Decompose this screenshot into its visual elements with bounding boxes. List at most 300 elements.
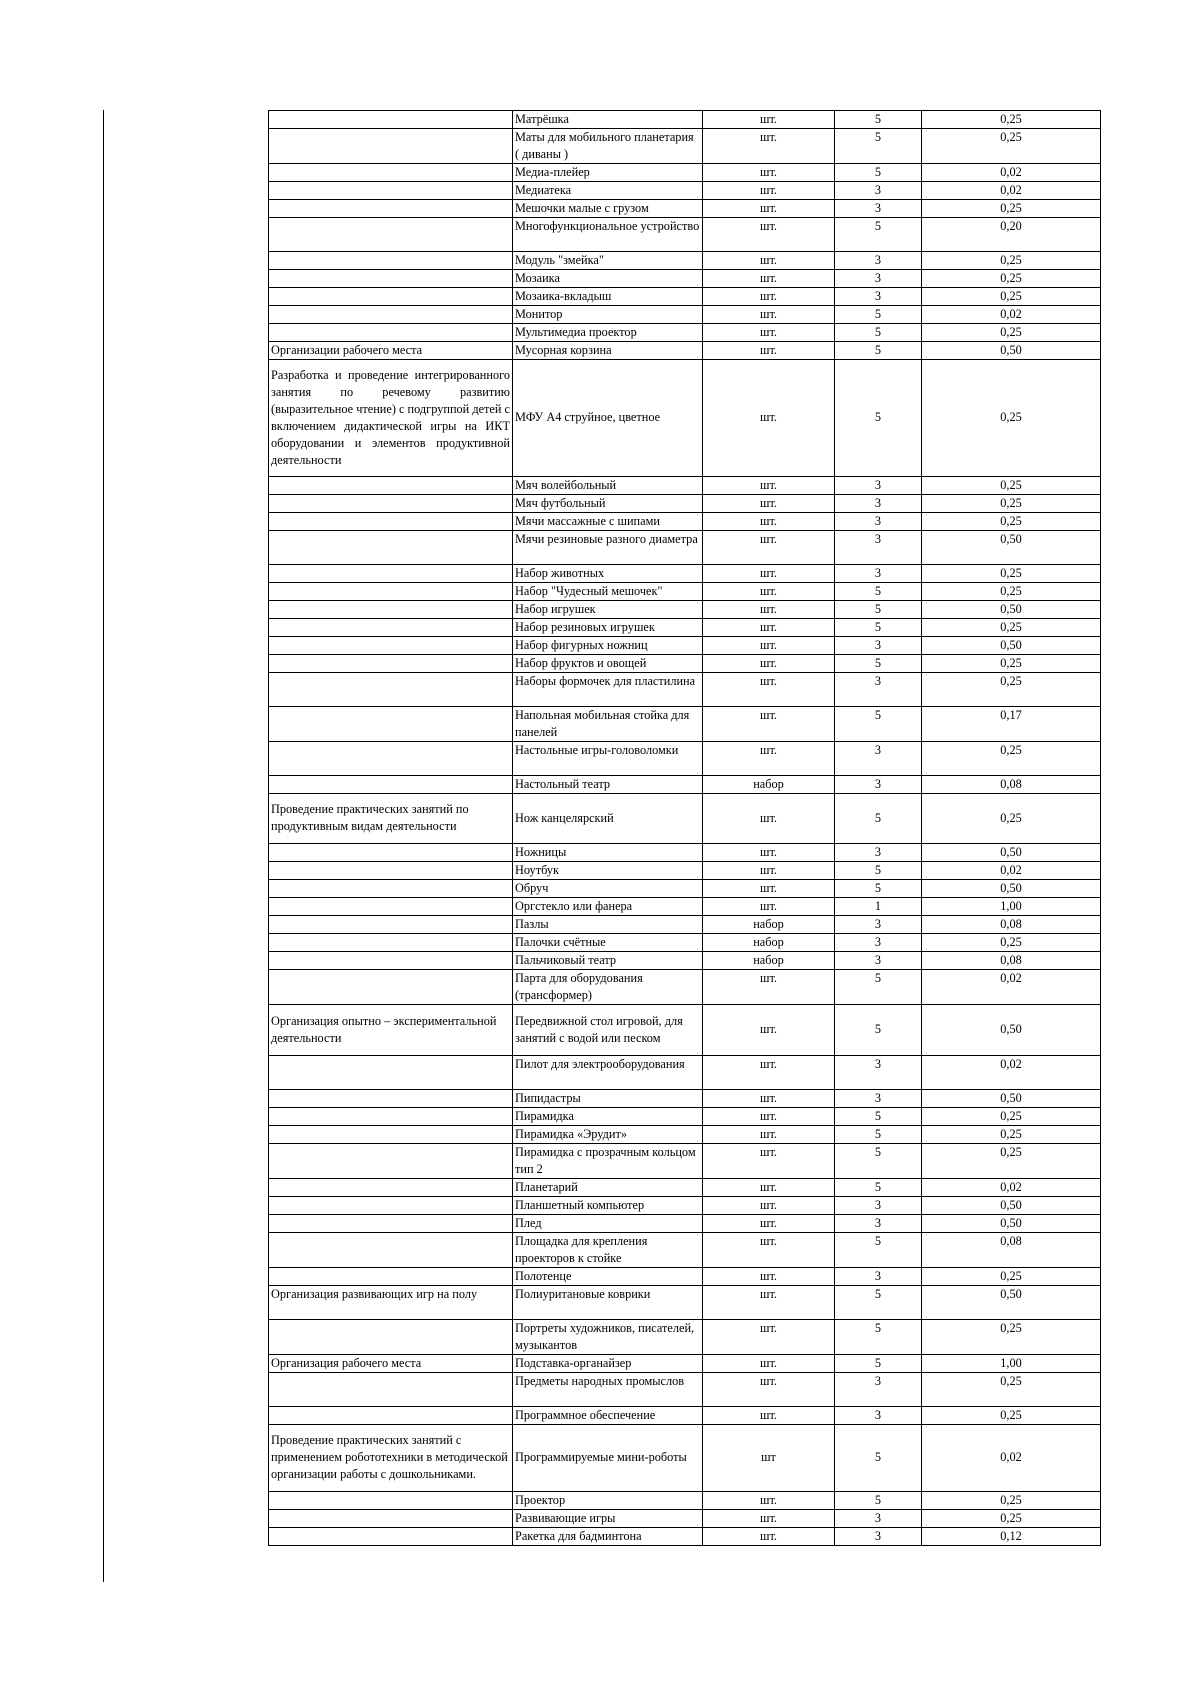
coefficient-cell: 0,25 bbox=[922, 512, 1101, 530]
table-row bbox=[269, 200, 1101, 218]
unit-cell: шт. bbox=[703, 1491, 835, 1509]
quantity-cell: 3 bbox=[835, 916, 922, 934]
table-row bbox=[269, 129, 1101, 164]
coefficient-cell: 1,00 bbox=[922, 1354, 1101, 1372]
table-row bbox=[269, 654, 1101, 672]
unit-cell: шт. bbox=[703, 129, 835, 164]
coefficient-cell: 0,25 bbox=[922, 741, 1101, 775]
purpose-cell bbox=[269, 1491, 513, 1509]
purpose-cell bbox=[269, 182, 513, 200]
purpose-cell bbox=[269, 129, 513, 164]
coefficient-cell: 0,25 bbox=[922, 1406, 1101, 1424]
unit-cell: шт. bbox=[703, 164, 835, 182]
unit-cell: шт. bbox=[703, 342, 835, 360]
purpose-cell bbox=[269, 952, 513, 970]
quantity-cell: 5 bbox=[835, 1424, 922, 1491]
coefficient-cell: 0,08 bbox=[922, 952, 1101, 970]
item-name-cell: Монитор bbox=[513, 306, 703, 324]
quantity-cell: 5 bbox=[835, 1005, 922, 1056]
item-name-cell: Ножницы bbox=[513, 844, 703, 862]
unit-cell: набор bbox=[703, 775, 835, 793]
table-row bbox=[269, 288, 1101, 306]
coefficient-cell: 0,08 bbox=[922, 916, 1101, 934]
unit-cell: шт. bbox=[703, 288, 835, 306]
quantity-cell: 3 bbox=[835, 1527, 922, 1545]
purpose-cell bbox=[269, 1372, 513, 1406]
coefficient-cell: 0,25 bbox=[922, 494, 1101, 512]
table-row bbox=[269, 741, 1101, 775]
item-name-cell: Мозаика-вкладыш bbox=[513, 288, 703, 306]
table-row bbox=[269, 1107, 1101, 1125]
coefficient-cell: 0,25 bbox=[922, 1372, 1101, 1406]
table-row bbox=[269, 1125, 1101, 1143]
coefficient-cell: 0,50 bbox=[922, 342, 1101, 360]
unit-cell: шт. bbox=[703, 494, 835, 512]
coefficient-cell: 0,25 bbox=[922, 252, 1101, 270]
equipment-table bbox=[268, 110, 1101, 1546]
item-name-cell: Настольный театр bbox=[513, 775, 703, 793]
quantity-cell: 3 bbox=[835, 1406, 922, 1424]
coefficient-cell: 0,25 bbox=[922, 324, 1101, 342]
purpose-cell bbox=[269, 636, 513, 654]
coefficient-cell: 0,17 bbox=[922, 706, 1101, 741]
purpose-cell: Организация рабочего места bbox=[269, 1354, 513, 1372]
unit-cell: набор bbox=[703, 916, 835, 934]
item-name-cell: Площадка для крепления проекторов к стойке bbox=[513, 1232, 703, 1267]
coefficient-cell: 0,25 bbox=[922, 1509, 1101, 1527]
quantity-cell: 5 bbox=[835, 1319, 922, 1354]
quantity-cell: 3 bbox=[835, 1509, 922, 1527]
item-name-cell: Пазлы bbox=[513, 916, 703, 934]
purpose-cell bbox=[269, 1178, 513, 1196]
coefficient-cell: 0,25 bbox=[922, 1267, 1101, 1285]
quantity-cell: 5 bbox=[835, 1178, 922, 1196]
purpose-cell bbox=[269, 1055, 513, 1089]
unit-cell: шт. bbox=[703, 1178, 835, 1196]
purpose-cell bbox=[269, 916, 513, 934]
item-name-cell: Мяч волейбольный bbox=[513, 476, 703, 494]
purpose-cell bbox=[269, 1527, 513, 1545]
table-row bbox=[269, 512, 1101, 530]
purpose-cell: Организации рабочего места bbox=[269, 342, 513, 360]
unit-cell: шт. bbox=[703, 1143, 835, 1178]
unit-cell: шт. bbox=[703, 793, 835, 844]
item-name-cell: Мусорная корзина bbox=[513, 342, 703, 360]
unit-cell: шт. bbox=[703, 1319, 835, 1354]
quantity-cell: 5 bbox=[835, 1354, 922, 1372]
item-name-cell: Программируемые мини-роботы bbox=[513, 1424, 703, 1491]
quantity-cell: 3 bbox=[835, 1267, 922, 1285]
coefficient-cell: 0,50 bbox=[922, 1005, 1101, 1056]
table-row bbox=[269, 1372, 1101, 1406]
table-row bbox=[269, 636, 1101, 654]
table-row bbox=[269, 111, 1101, 129]
coefficient-cell: 0,02 bbox=[922, 306, 1101, 324]
table-row bbox=[269, 1354, 1101, 1372]
table-row bbox=[269, 530, 1101, 564]
table-row bbox=[269, 898, 1101, 916]
unit-cell: шт. bbox=[703, 1232, 835, 1267]
purpose-cell bbox=[269, 1319, 513, 1354]
quantity-cell: 5 bbox=[835, 880, 922, 898]
quantity-cell: 3 bbox=[835, 1214, 922, 1232]
unit-cell: шт. bbox=[703, 200, 835, 218]
quantity-cell: 5 bbox=[835, 970, 922, 1005]
item-name-cell: Набор резиновых игрушек bbox=[513, 618, 703, 636]
table-row bbox=[269, 1214, 1101, 1232]
unit-cell: шт. bbox=[703, 898, 835, 916]
coefficient-cell: 0,50 bbox=[922, 1214, 1101, 1232]
purpose-cell bbox=[269, 1196, 513, 1214]
table-row bbox=[269, 672, 1101, 706]
coefficient-cell: 0,25 bbox=[922, 793, 1101, 844]
unit-cell: шт. bbox=[703, 862, 835, 880]
table-row bbox=[269, 775, 1101, 793]
coefficient-cell: 0,50 bbox=[922, 1196, 1101, 1214]
quantity-cell: 3 bbox=[835, 530, 922, 564]
item-name-cell: Нож канцелярский bbox=[513, 793, 703, 844]
table-row bbox=[269, 970, 1101, 1005]
item-name-cell: Многофункциональное устройство bbox=[513, 218, 703, 252]
coefficient-cell: 0,25 bbox=[922, 360, 1101, 477]
item-name-cell: Набор животных bbox=[513, 564, 703, 582]
item-name-cell: Пальчиковый театр bbox=[513, 952, 703, 970]
table-row bbox=[269, 1527, 1101, 1545]
quantity-cell: 3 bbox=[835, 934, 922, 952]
unit-cell: шт. bbox=[703, 1196, 835, 1214]
item-name-cell: Медиатека bbox=[513, 182, 703, 200]
quantity-cell: 5 bbox=[835, 324, 922, 342]
coefficient-cell: 0,25 bbox=[922, 1125, 1101, 1143]
coefficient-cell: 0,25 bbox=[922, 476, 1101, 494]
purpose-cell bbox=[269, 654, 513, 672]
purpose-cell bbox=[269, 880, 513, 898]
unit-cell: набор bbox=[703, 952, 835, 970]
purpose-cell bbox=[269, 1089, 513, 1107]
purpose-cell bbox=[269, 618, 513, 636]
quantity-cell: 5 bbox=[835, 129, 922, 164]
unit-cell: шт. bbox=[703, 111, 835, 129]
unit-cell: шт. bbox=[703, 741, 835, 775]
purpose-cell bbox=[269, 844, 513, 862]
table-row bbox=[269, 1143, 1101, 1178]
item-name-cell: Парта для оборудования (трансформер) bbox=[513, 970, 703, 1005]
purpose-cell bbox=[269, 270, 513, 288]
quantity-cell: 5 bbox=[835, 600, 922, 618]
table-row bbox=[269, 494, 1101, 512]
coefficient-cell: 0,12 bbox=[922, 1527, 1101, 1545]
coefficient-cell: 0,02 bbox=[922, 164, 1101, 182]
quantity-cell: 3 bbox=[835, 1089, 922, 1107]
unit-cell: шт. bbox=[703, 880, 835, 898]
table-row bbox=[269, 182, 1101, 200]
coefficient-cell: 0,50 bbox=[922, 844, 1101, 862]
quantity-cell: 5 bbox=[835, 1125, 922, 1143]
item-name-cell: Полотенце bbox=[513, 1267, 703, 1285]
unit-cell: шт. bbox=[703, 1527, 835, 1545]
coefficient-cell: 0,25 bbox=[922, 129, 1101, 164]
quantity-cell: 3 bbox=[835, 564, 922, 582]
left-margin-line bbox=[103, 110, 104, 1582]
purpose-cell bbox=[269, 1143, 513, 1178]
coefficient-cell: 0,08 bbox=[922, 775, 1101, 793]
purpose-cell bbox=[269, 898, 513, 916]
coefficient-cell: 0,25 bbox=[922, 618, 1101, 636]
item-name-cell: Пипидастры bbox=[513, 1089, 703, 1107]
unit-cell: шт. bbox=[703, 324, 835, 342]
table-row bbox=[269, 342, 1101, 360]
purpose-cell bbox=[269, 741, 513, 775]
table-row bbox=[269, 1178, 1101, 1196]
table-row bbox=[269, 862, 1101, 880]
purpose-cell: Проведение практических занятий с применением робототехники в методической организации работы с дошкольниками. bbox=[269, 1424, 513, 1491]
table-row bbox=[269, 618, 1101, 636]
quantity-cell: 3 bbox=[835, 1055, 922, 1089]
item-name-cell: Набор фруктов и овощей bbox=[513, 654, 703, 672]
unit-cell: шт. bbox=[703, 270, 835, 288]
coefficient-cell: 0,25 bbox=[922, 582, 1101, 600]
coefficient-cell: 0,25 bbox=[922, 934, 1101, 952]
purpose-cell bbox=[269, 252, 513, 270]
item-name-cell: Настольные игры-головоломки bbox=[513, 741, 703, 775]
coefficient-cell: 0,50 bbox=[922, 880, 1101, 898]
item-name-cell: Матрёшка bbox=[513, 111, 703, 129]
quantity-cell: 5 bbox=[835, 360, 922, 477]
table-row bbox=[269, 270, 1101, 288]
item-name-cell: Передвижной стол игровой, для занятий с водой или песком bbox=[513, 1005, 703, 1056]
item-name-cell: Подставка-органайзер bbox=[513, 1354, 703, 1372]
unit-cell: шт. bbox=[703, 530, 835, 564]
unit-cell: шт. bbox=[703, 476, 835, 494]
coefficient-cell: 0,50 bbox=[922, 1089, 1101, 1107]
unit-cell: шт. bbox=[703, 1372, 835, 1406]
item-name-cell: Медиа-плейер bbox=[513, 164, 703, 182]
quantity-cell: 5 bbox=[835, 1285, 922, 1319]
unit-cell: шт. bbox=[703, 512, 835, 530]
table-row bbox=[269, 564, 1101, 582]
unit-cell: шт. bbox=[703, 600, 835, 618]
quantity-cell: 3 bbox=[835, 270, 922, 288]
table-row bbox=[269, 844, 1101, 862]
coefficient-cell: 0,25 bbox=[922, 270, 1101, 288]
purpose-cell bbox=[269, 1214, 513, 1232]
item-name-cell: Планетарий bbox=[513, 1178, 703, 1196]
item-name-cell: Пирамидка «Эрудит» bbox=[513, 1125, 703, 1143]
purpose-cell bbox=[269, 288, 513, 306]
item-name-cell: Набор игрушек bbox=[513, 600, 703, 618]
coefficient-cell: 0,25 bbox=[922, 1143, 1101, 1178]
quantity-cell: 5 bbox=[835, 862, 922, 880]
unit-cell: шт. bbox=[703, 1285, 835, 1319]
coefficient-cell: 0,25 bbox=[922, 288, 1101, 306]
item-name-cell: Мячи массажные с шипами bbox=[513, 512, 703, 530]
purpose-cell bbox=[269, 1107, 513, 1125]
purpose-cell bbox=[269, 1509, 513, 1527]
table-row bbox=[269, 706, 1101, 741]
coefficient-cell: 0,02 bbox=[922, 1055, 1101, 1089]
unit-cell: шт. bbox=[703, 1055, 835, 1089]
unit-cell: шт bbox=[703, 1424, 835, 1491]
table-row bbox=[269, 916, 1101, 934]
quantity-cell: 3 bbox=[835, 512, 922, 530]
quantity-cell: 5 bbox=[835, 1143, 922, 1178]
item-name-cell: Полиуритановые коврики bbox=[513, 1285, 703, 1319]
unit-cell: шт. bbox=[703, 844, 835, 862]
item-name-cell: Пирамидка с прозрачным кольцом тип 2 bbox=[513, 1143, 703, 1178]
coefficient-cell: 0,50 bbox=[922, 530, 1101, 564]
quantity-cell: 5 bbox=[835, 618, 922, 636]
purpose-cell bbox=[269, 306, 513, 324]
unit-cell: шт. bbox=[703, 182, 835, 200]
item-name-cell: Пирамидка bbox=[513, 1107, 703, 1125]
coefficient-cell: 0,25 bbox=[922, 111, 1101, 129]
table-row bbox=[269, 1424, 1101, 1491]
quantity-cell: 5 bbox=[835, 793, 922, 844]
quantity-cell: 5 bbox=[835, 582, 922, 600]
item-name-cell: Обруч bbox=[513, 880, 703, 898]
table-row bbox=[269, 1509, 1101, 1527]
table-row bbox=[269, 1196, 1101, 1214]
table-row bbox=[269, 1267, 1101, 1285]
unit-cell: шт. bbox=[703, 1214, 835, 1232]
purpose-cell bbox=[269, 200, 513, 218]
quantity-cell: 5 bbox=[835, 218, 922, 252]
item-name-cell: Напольная мобильная стойка для панелей bbox=[513, 706, 703, 741]
item-name-cell: Плед bbox=[513, 1214, 703, 1232]
item-name-cell: Портреты художников, писателей, музыкантов bbox=[513, 1319, 703, 1354]
quantity-cell: 3 bbox=[835, 741, 922, 775]
coefficient-cell: 0,25 bbox=[922, 1491, 1101, 1509]
purpose-cell bbox=[269, 672, 513, 706]
table-row bbox=[269, 600, 1101, 618]
purpose-cell bbox=[269, 218, 513, 252]
purpose-cell bbox=[269, 164, 513, 182]
item-name-cell: Программное обеспечение bbox=[513, 1406, 703, 1424]
table-row bbox=[269, 1055, 1101, 1089]
coefficient-cell: 0,50 bbox=[922, 1285, 1101, 1319]
purpose-cell bbox=[269, 1232, 513, 1267]
quantity-cell: 5 bbox=[835, 1232, 922, 1267]
item-name-cell: Набор "Чудесный мешочек" bbox=[513, 582, 703, 600]
purpose-cell bbox=[269, 111, 513, 129]
item-name-cell: Пилот для электрооборудования bbox=[513, 1055, 703, 1089]
coefficient-cell: 0,02 bbox=[922, 1424, 1101, 1491]
coefficient-cell: 0,08 bbox=[922, 1232, 1101, 1267]
quantity-cell: 3 bbox=[835, 288, 922, 306]
unit-cell: шт. bbox=[703, 672, 835, 706]
coefficient-cell: 0,02 bbox=[922, 182, 1101, 200]
quantity-cell: 5 bbox=[835, 164, 922, 182]
purpose-cell bbox=[269, 706, 513, 741]
coefficient-cell: 0,50 bbox=[922, 600, 1101, 618]
item-name-cell: МФУ А4 струйное, цветное bbox=[513, 360, 703, 477]
quantity-cell: 3 bbox=[835, 636, 922, 654]
unit-cell: шт. bbox=[703, 1125, 835, 1143]
coefficient-cell: 0,02 bbox=[922, 862, 1101, 880]
unit-cell: шт. bbox=[703, 1267, 835, 1285]
coefficient-cell: 0,25 bbox=[922, 564, 1101, 582]
coefficient-cell: 0,20 bbox=[922, 218, 1101, 252]
unit-cell: шт. bbox=[703, 582, 835, 600]
table-row bbox=[269, 218, 1101, 252]
table-row bbox=[269, 360, 1101, 477]
item-name-cell: Маты для мобильного планетария ( диваны ) bbox=[513, 129, 703, 164]
quantity-cell: 3 bbox=[835, 952, 922, 970]
quantity-cell: 5 bbox=[835, 1491, 922, 1509]
table-row bbox=[269, 1232, 1101, 1267]
unit-cell: шт. bbox=[703, 654, 835, 672]
unit-cell: шт. bbox=[703, 218, 835, 252]
quantity-cell: 3 bbox=[835, 1196, 922, 1214]
table-row bbox=[269, 1319, 1101, 1354]
item-name-cell: Мячи резиновые разного диаметра bbox=[513, 530, 703, 564]
table-row bbox=[269, 252, 1101, 270]
purpose-cell bbox=[269, 1406, 513, 1424]
coefficient-cell: 0,50 bbox=[922, 636, 1101, 654]
purpose-cell: Организация опытно – экспериментальной деятельности bbox=[269, 1005, 513, 1056]
coefficient-cell: 1,00 bbox=[922, 898, 1101, 916]
purpose-cell: Организация развивающих игр на полу bbox=[269, 1285, 513, 1319]
item-name-cell: Оргстекло или фанера bbox=[513, 898, 703, 916]
table-row bbox=[269, 306, 1101, 324]
purpose-cell bbox=[269, 1125, 513, 1143]
item-name-cell: Планшетный компьютер bbox=[513, 1196, 703, 1214]
table-row bbox=[269, 1005, 1101, 1056]
table-row bbox=[269, 1406, 1101, 1424]
table-row bbox=[269, 582, 1101, 600]
quantity-cell: 3 bbox=[835, 252, 922, 270]
item-name-cell: Набор фигурных ножниц bbox=[513, 636, 703, 654]
unit-cell: шт. bbox=[703, 636, 835, 654]
quantity-cell: 3 bbox=[835, 1372, 922, 1406]
quantity-cell: 5 bbox=[835, 342, 922, 360]
unit-cell: шт. bbox=[703, 706, 835, 741]
table-row bbox=[269, 1491, 1101, 1509]
purpose-cell bbox=[269, 600, 513, 618]
purpose-cell: Проведение практических занятий по продуктивным видам деятельности bbox=[269, 793, 513, 844]
quantity-cell: 3 bbox=[835, 672, 922, 706]
item-name-cell: Модуль "змейка" bbox=[513, 252, 703, 270]
unit-cell: шт. bbox=[703, 252, 835, 270]
table-row bbox=[269, 934, 1101, 952]
quantity-cell: 5 bbox=[835, 306, 922, 324]
coefficient-cell: 0,25 bbox=[922, 200, 1101, 218]
table-row bbox=[269, 880, 1101, 898]
purpose-cell bbox=[269, 324, 513, 342]
table-row bbox=[269, 1285, 1101, 1319]
coefficient-cell: 0,25 bbox=[922, 1319, 1101, 1354]
unit-cell: шт. bbox=[703, 618, 835, 636]
table-row bbox=[269, 1089, 1101, 1107]
coefficient-cell: 0,25 bbox=[922, 1107, 1101, 1125]
purpose-cell bbox=[269, 564, 513, 582]
purpose-cell: Разработка и проведение интегрированного занятия по речевому развитию (выразительное чтение) с подгруппой детей с включением дидактической игры на ИКТ оборудовании и элементов продуктивной деятельности bbox=[269, 360, 513, 477]
purpose-cell bbox=[269, 512, 513, 530]
quantity-cell: 3 bbox=[835, 182, 922, 200]
purpose-cell bbox=[269, 934, 513, 952]
unit-cell: шт. bbox=[703, 1354, 835, 1372]
item-name-cell: Мультимедиа проектор bbox=[513, 324, 703, 342]
purpose-cell bbox=[269, 582, 513, 600]
purpose-cell bbox=[269, 862, 513, 880]
unit-cell: шт. bbox=[703, 1107, 835, 1125]
table-row bbox=[269, 476, 1101, 494]
coefficient-cell: 0,02 bbox=[922, 970, 1101, 1005]
table-row bbox=[269, 324, 1101, 342]
unit-cell: набор bbox=[703, 934, 835, 952]
quantity-cell: 3 bbox=[835, 494, 922, 512]
item-name-cell: Предметы народных промыслов bbox=[513, 1372, 703, 1406]
